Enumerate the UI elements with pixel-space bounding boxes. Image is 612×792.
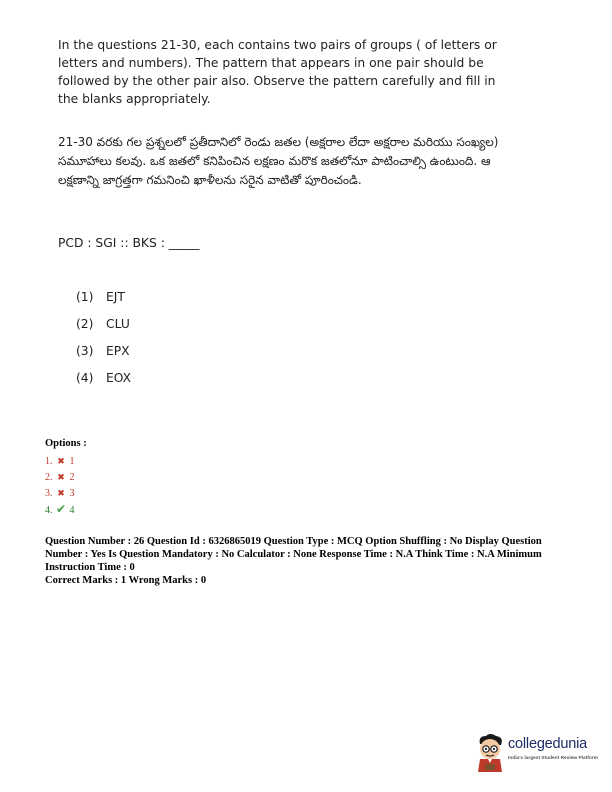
- option-number: (2): [76, 317, 94, 331]
- logo-tagline: India's largest Student Review Platform: [508, 756, 598, 761]
- answer-value: 3: [69, 488, 75, 499]
- cross-icon: ✖: [57, 488, 65, 498]
- question-option: [76, 317, 131, 344]
- question-prompt: PCD : SGI :: BKS : _____: [58, 236, 200, 250]
- answer-prefix: 1.: [45, 456, 53, 467]
- option-number: (1): [76, 290, 94, 304]
- question-metadata: [45, 535, 565, 587]
- answer-prefix: 3.: [45, 488, 53, 499]
- question-english-text: In the questions 21-30, each contains two pairs of groups ( of letters or letters and numbers). The pattern that appears in one pair should be followed by the other pair also. Observe the pattern carefully and fill in the blanks appropriately.: [58, 38, 497, 106]
- answer-prefix: 4.: [45, 505, 53, 516]
- check-icon: ✔: [55, 502, 67, 516]
- answer-option-wrong: [45, 453, 75, 469]
- answer-option-correct: [45, 501, 75, 517]
- cross-icon: ✖: [57, 456, 65, 466]
- cross-icon: ✖: [57, 472, 65, 482]
- logo-name: collegedunia: [508, 736, 588, 752]
- option-number: (3): [76, 344, 94, 358]
- answer-value: 1: [69, 456, 75, 467]
- question-option: [76, 290, 131, 317]
- answer-option-wrong: [45, 485, 75, 501]
- answer-value: 2: [69, 472, 75, 483]
- question-option: [76, 344, 131, 371]
- option-text: EPX: [106, 344, 130, 358]
- question-option: [76, 371, 131, 398]
- answer-value: 4: [69, 505, 75, 516]
- mascot-icon: [474, 732, 506, 776]
- question-telugu-text: 21-30 వరకు గల ప్రశ్నలలో ప్రతీదానిలో రెండు జతల (అక్షరాల లేదా అక్షరాల మరియు సంఖ్యల) సమూహాలు కలవు. ఒక జతలో కనిపించిన లక్షణం మరొక జతలోనూ పాటించాల్సి ఉంటుంది. ఆ లక్షణాన్ని జాగ్రత్తగా గమనించి ఖాళీలను సరైన వాటితో పూరించండి.: [58, 135, 499, 187]
- option-text: EOX: [106, 371, 132, 385]
- question-options: [76, 290, 131, 398]
- answer-option-wrong: [45, 469, 75, 485]
- answer-options-heading: Options :: [45, 438, 87, 449]
- metadata-details: Question Number : 26 Question Id : 6326865019 Question Type : MCQ Option Shuffling : No Display Question Number : Yes Is Question Mandatory : No Calculator : None Response Time : N.A Think Time : N.A Minimum Instruction Time : 0: [45, 536, 542, 573]
- collegedunia-logo: [474, 732, 604, 780]
- answer-options-list: [45, 453, 75, 517]
- metadata-marks: Correct Marks : 1 Wrong Marks : 0: [45, 575, 207, 586]
- option-number: (4): [76, 371, 94, 385]
- option-text: CLU: [106, 317, 130, 331]
- option-text: EJT: [106, 290, 125, 304]
- answer-prefix: 2.: [45, 472, 53, 483]
